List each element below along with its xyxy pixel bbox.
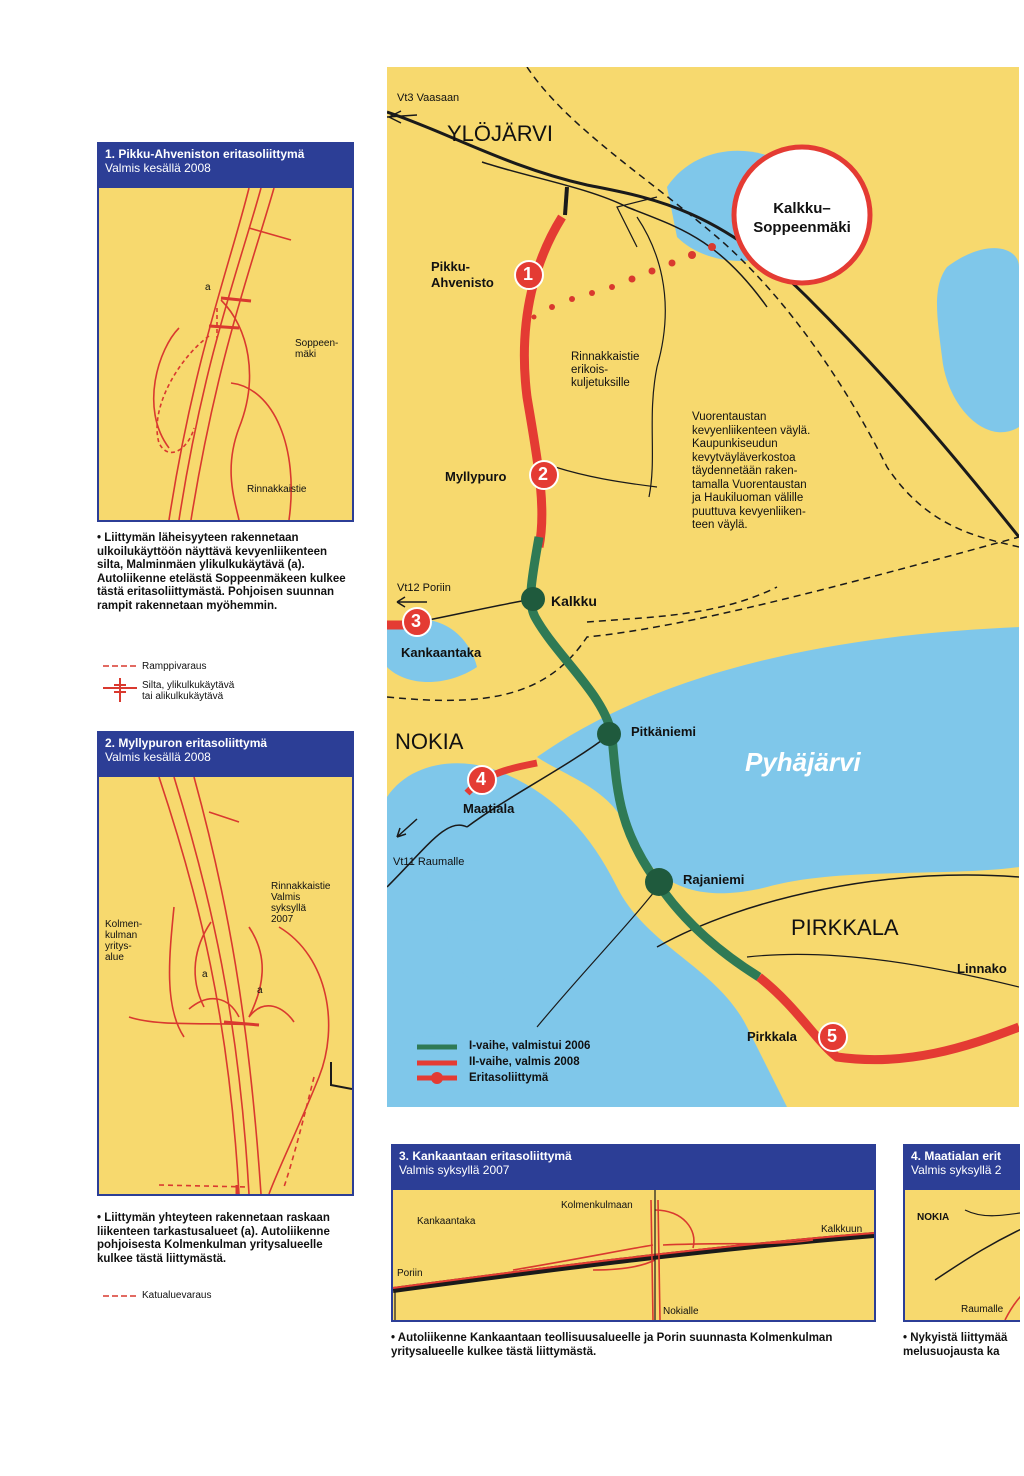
legend-phase1-label: I-vaihe, valmistui 2006 bbox=[469, 1040, 591, 1052]
junction-4-number: 4 bbox=[476, 769, 487, 789]
panel2-label-rinnakkaistie: Rinnakkaistie Valmis syksyllä 2007 bbox=[271, 881, 331, 925]
panel1-note: • Liittymän läheisyyteen rakennetaan ulkoilukäyttöön näyttävä kevyenliikenteen silta, Malminmäen ylikulkukäytävä (a). Autoliikenne etelästä Soppeenmäkeen kulkee tästä eritasoliittymästä. Pohjoisen suunnan rampit rakennetaan myöhemmin. bbox=[97, 532, 346, 612]
panel2-title: 2. Myllypuron eritasoliittymä bbox=[105, 736, 268, 750]
ramp-legend-label: Ramppivaraus bbox=[142, 661, 207, 672]
panel2-note: • Liittymän yhteyteen rakennetaan raskaan liikenteen tarkastusalueet (a). Autoliikenne pohjoisesta Kolmenkulman yritysalueelle kulkee tästä liittymästä. bbox=[97, 1212, 330, 1265]
panel2-label-kolmenkulma: Kolmen- kulman yritys- alue bbox=[105, 919, 143, 963]
panel1-header bbox=[97, 142, 354, 186]
vt11-label: Vt11 Raumalle bbox=[393, 856, 465, 868]
ylojarvi-label: YLÖJÄRVI bbox=[447, 121, 553, 146]
panel1-label-a: a bbox=[205, 282, 211, 293]
katu-legend-icon bbox=[103, 1290, 137, 1302]
linnako-label: Linnako bbox=[957, 961, 1007, 976]
panel4-subtitle: Valmis syksyllä 2 bbox=[911, 1163, 1002, 1177]
nokia-label: NOKIA bbox=[395, 729, 464, 754]
vt3-label: Vt3 Vaasaan bbox=[397, 92, 460, 104]
legend-phase2-label: II-vaihe, valmis 2008 bbox=[469, 1056, 580, 1068]
panel3-nokialle: Nokialle bbox=[663, 1306, 699, 1317]
bridge-legend-label: Silta, ylikulkukäytävä tai alikulkukäytävä bbox=[142, 680, 235, 702]
panel3-kankaantaka: Kankaantaka bbox=[417, 1216, 476, 1227]
panel3-poriin: Poriin bbox=[397, 1268, 423, 1279]
pitkaniemi-label: Pitkäniemi bbox=[631, 724, 697, 739]
katu-legend-label: Katualuevaraus bbox=[142, 1290, 212, 1301]
maatiala-label: Maatiala bbox=[463, 801, 515, 816]
panel3-diagram bbox=[391, 1188, 876, 1322]
kalkku-soppeenmaki-label: Kalkku– Soppeenmäki bbox=[753, 200, 851, 236]
main-map bbox=[387, 67, 1019, 1107]
legend-phase1-icon bbox=[417, 1041, 457, 1053]
vuorentausta-label: Vuorentaustan kevyenliikenteen väylä. Kaupunkiseudun kevytväyläverkostoa täydennetään raken- tamalla Vuorentaustan ja Haukiluoman välille puuttuva kevyenliiken- teen väylä. bbox=[692, 411, 811, 531]
panel2-subtitle: Valmis kesällä 2008 bbox=[105, 750, 211, 764]
panel4-title: 4. Maatialan erit bbox=[911, 1149, 1002, 1163]
panel3-kalkkuun: Kalkkuun bbox=[821, 1224, 863, 1235]
junction-1-number: 1 bbox=[523, 264, 534, 284]
pikku-ahvenisto-label: Pikku- Ahvenisto bbox=[431, 259, 494, 290]
panel4-clip bbox=[903, 1144, 1020, 1384]
panel3-header bbox=[391, 1144, 876, 1188]
panel4-diagram bbox=[903, 1188, 1020, 1322]
panel2-label-a1: a bbox=[202, 969, 208, 980]
panel3-title: 3. Kankaantaan eritasoliittymä bbox=[399, 1149, 572, 1163]
legend-phase2-icon bbox=[417, 1057, 457, 1069]
junction-3-number: 3 bbox=[411, 611, 422, 631]
panel1-label-rinnakkaistie: Rinnakkaistie bbox=[247, 484, 307, 495]
bridge-legend-icon bbox=[103, 676, 137, 704]
kankaantaka-label: Kankaantaka bbox=[401, 645, 482, 660]
pirkkala-region-label: PIRKKALA bbox=[791, 915, 899, 940]
legend-junction-label: Eritasoliittymä bbox=[469, 1072, 549, 1084]
rajaniemi-label: Rajaniemi bbox=[683, 872, 745, 887]
panel1-title: 1. Pikku-Ahveniston eritasoliittymä bbox=[105, 147, 305, 161]
panel4-header bbox=[903, 1144, 1020, 1188]
panel4-nokia: NOKIA bbox=[917, 1212, 950, 1223]
vt12-label: Vt12 Poriin bbox=[397, 582, 451, 594]
legend-junction-icon bbox=[417, 1071, 457, 1085]
rinnakkaistie-label: Rinnakkaistie erikois- kuljetuksille bbox=[571, 351, 640, 389]
pyhajarvi-label: Pyhäjärvi bbox=[745, 747, 861, 777]
panel1-diagram bbox=[97, 186, 354, 522]
panel3-subtitle: Valmis syksyllä 2007 bbox=[399, 1163, 510, 1177]
ramp-legend-icon bbox=[103, 660, 137, 672]
myllypuro-label: Myllypuro bbox=[445, 469, 507, 484]
panel3-note: • Autoliikenne Kankaantaan teollisuusalueelle ja Porin suunnasta Kolmenkulman yritysalueelle kulkee tästä liittymästä. bbox=[391, 1332, 833, 1358]
panel4-raumalle: Raumalle bbox=[961, 1304, 1004, 1315]
panel3-kolmenkulmaan: Kolmenkulmaan bbox=[561, 1200, 633, 1211]
kalkku-label: Kalkku bbox=[551, 593, 597, 609]
panel4-note: • Nykyistä liittymää melusuojausta ka bbox=[903, 1332, 1008, 1358]
panel1-subtitle: Valmis kesällä 2008 bbox=[105, 161, 211, 175]
panel2-label-a2: a bbox=[257, 985, 263, 996]
junction-2-number: 2 bbox=[538, 464, 549, 484]
panel2-header bbox=[97, 731, 354, 775]
pirkkala-label: Pirkkala bbox=[747, 1029, 797, 1044]
panel2-diagram bbox=[97, 775, 354, 1196]
junction-5-number: 5 bbox=[827, 1026, 838, 1046]
panel1-label-soppeenmaki: Soppeen- mäki bbox=[295, 338, 339, 360]
